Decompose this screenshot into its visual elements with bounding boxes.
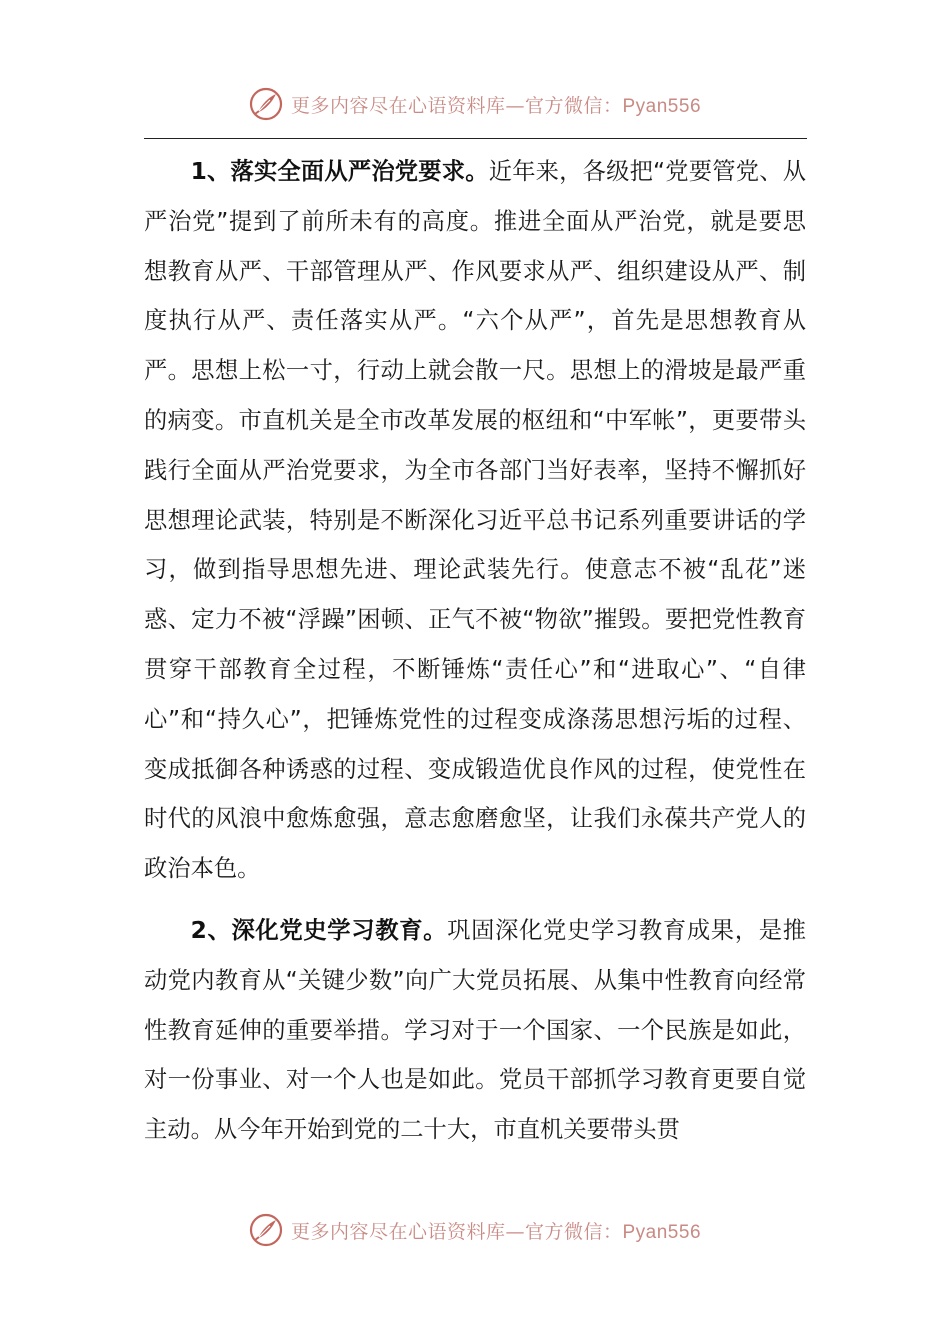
watermark-wechat-id: Pyan556 bbox=[622, 95, 702, 117]
paragraph-1-heading: 1、落实全面从严治党要求。 bbox=[190, 158, 489, 185]
paragraph-2 bbox=[144, 906, 806, 1155]
watermark-header bbox=[0, 84, 950, 124]
watermark-footer bbox=[0, 1210, 950, 1250]
watermark-text bbox=[291, 1217, 701, 1244]
watermark-text-cn: 更多内容尽在心语资料库—官方微信： bbox=[290, 94, 623, 117]
quill-pen-logo-icon bbox=[249, 87, 283, 121]
watermark-text bbox=[291, 91, 701, 118]
watermark-text-cn: 更多内容尽在心语资料库—官方微信： bbox=[290, 1220, 623, 1243]
paragraph-2-body: 巩固深化党史学习教育成果，是推动党内教育从“关键少数”向广大党员拓展、从集中性教育向经常性教育延伸的重要举措。学习对于一个国家、一个民族是如此，对一份事业、对一个人也是如此。党员干部抓学习教育更要自觉主动。从今年开始到党的二十大，市直机关要带头贯 bbox=[144, 916, 806, 1144]
document-body bbox=[144, 147, 806, 1155]
paragraph-1-body: 近年来，各级把“党要管党、从严治党”提到了前所未有的高度。推进全面从严治党，就是要思想教育从严、干部管理从严、作风要求从严、组织建设从严、制度执行从严、责任落实从严。“六个从严”，首先是思想教育从严。思想上松一寸，行动上就会散一尺。思想上的滑坡是最严重的病变。市直机关是全市改革发展的枢纽和“中军帐”，更要带头践行全面从严治党要求，为全市各部门当好表率，坚持不懈抓好思想理论武装，特别是不断深化习近平总书记系列重要讲话的学习，做到指导思想先进、理论武装先行。使意志不被“乱花”迷惑、定力不被“浮躁”困顿、正气不被“物欲”摧毁。要把党性教育贯穿干部教育全过程，不断锤炼“责任心”和“进取心”、“自律心”和“持久心”，把锤炼党性的过程变成涤荡思想污垢的过程、变成抵御各种诱惑的过程、变成锻造优良作风的过程，使党性在时代的风浪中愈炼愈强，意志愈磨愈坚，让我们永葆共产党人的政治本色。 bbox=[144, 158, 806, 883]
paragraph-2-heading: 2、深化党史学习教育。 bbox=[190, 916, 448, 944]
quill-pen-logo-icon bbox=[249, 1213, 283, 1247]
paragraph-1 bbox=[144, 147, 806, 894]
header-divider bbox=[144, 138, 807, 139]
watermark-wechat-id: Pyan556 bbox=[622, 1221, 702, 1243]
